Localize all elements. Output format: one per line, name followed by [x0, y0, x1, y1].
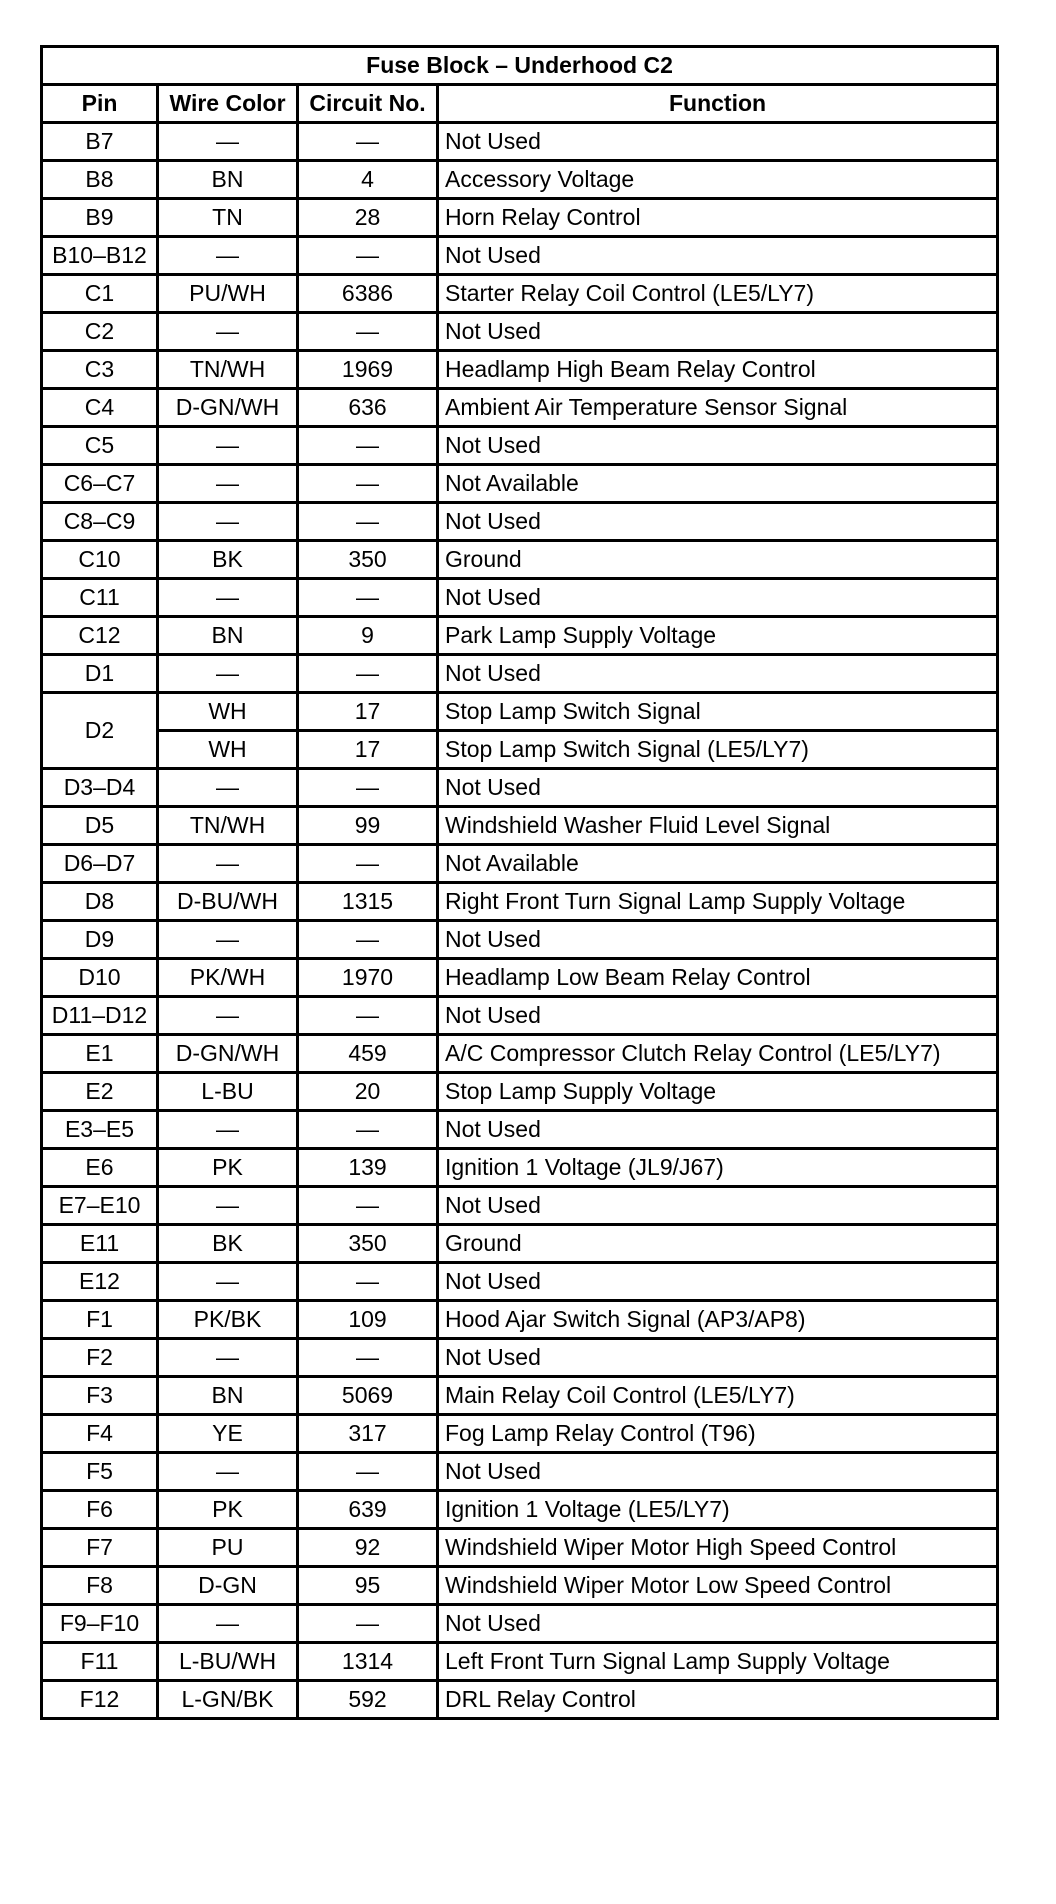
function-cell: Starter Relay Coil Control (LE5/LY7)	[438, 275, 998, 313]
pin-cell: B9	[42, 199, 158, 237]
table-row	[42, 465, 998, 503]
circuit-no-cell: 350	[298, 1225, 438, 1263]
table-row	[42, 1111, 998, 1149]
table-row	[42, 237, 998, 275]
wire-color-cell: PK/BK	[158, 1301, 298, 1339]
function-cell: Ignition 1 Voltage (LE5/LY7)	[438, 1491, 998, 1529]
function-cell: Not Used	[438, 1263, 998, 1301]
circuit-no-cell: —	[298, 579, 438, 617]
function-cell: Accessory Voltage	[438, 161, 998, 199]
wire-color-cell: —	[158, 427, 298, 465]
wire-color-cell: BN	[158, 161, 298, 199]
wire-color-cell: —	[158, 769, 298, 807]
pin-cell: E3–E5	[42, 1111, 158, 1149]
function-cell: Fog Lamp Relay Control (T96)	[438, 1415, 998, 1453]
function-cell: Horn Relay Control	[438, 199, 998, 237]
circuit-no-cell: 350	[298, 541, 438, 579]
function-cell: Not Used	[438, 123, 998, 161]
function-cell: Hood Ajar Switch Signal (AP3/AP8)	[438, 1301, 998, 1339]
circuit-no-cell: —	[298, 237, 438, 275]
function-cell: Stop Lamp Supply Voltage	[438, 1073, 998, 1111]
wire-color-cell: BK	[158, 1225, 298, 1263]
title-row	[42, 47, 998, 85]
pin-cell: D5	[42, 807, 158, 845]
wire-color-cell: —	[158, 1111, 298, 1149]
table-row	[42, 693, 998, 731]
function-cell: Not Used	[438, 1453, 998, 1491]
pin-cell: C1	[42, 275, 158, 313]
table-title: Fuse Block – Underhood C2	[42, 47, 998, 85]
function-cell: Not Used	[438, 237, 998, 275]
table-row	[42, 1301, 998, 1339]
table-row	[42, 1339, 998, 1377]
circuit-no-cell: 99	[298, 807, 438, 845]
function-cell: Not Used	[438, 1187, 998, 1225]
pin-cell: D6–D7	[42, 845, 158, 883]
circuit-no-cell: 17	[298, 693, 438, 731]
wire-color-cell: —	[158, 1263, 298, 1301]
pin-cell: E7–E10	[42, 1187, 158, 1225]
pin-cell: C4	[42, 389, 158, 427]
pin-cell: F2	[42, 1339, 158, 1377]
circuit-no-cell: —	[298, 1187, 438, 1225]
circuit-no-cell: 17	[298, 731, 438, 769]
function-cell: Not Used	[438, 769, 998, 807]
circuit-no-cell: 592	[298, 1681, 438, 1719]
circuit-no-cell: 20	[298, 1073, 438, 1111]
table-row	[42, 1073, 998, 1111]
wire-color-cell: —	[158, 313, 298, 351]
pin-cell: D2	[42, 693, 158, 769]
table-row	[42, 959, 998, 997]
circuit-no-cell: —	[298, 1263, 438, 1301]
table-row	[42, 997, 998, 1035]
function-cell: Right Front Turn Signal Lamp Supply Voltage	[438, 883, 998, 921]
circuit-no-cell: 92	[298, 1529, 438, 1567]
function-cell: Not Used	[438, 503, 998, 541]
wire-color-cell: —	[158, 655, 298, 693]
circuit-no-cell: 109	[298, 1301, 438, 1339]
circuit-no-cell: —	[298, 769, 438, 807]
table-row	[42, 1605, 998, 1643]
wire-color-cell: L-GN/BK	[158, 1681, 298, 1719]
circuit-no-cell: 1315	[298, 883, 438, 921]
function-cell: Ground	[438, 1225, 998, 1263]
wire-color-cell: D-GN/WH	[158, 389, 298, 427]
pin-cell: B7	[42, 123, 158, 161]
function-cell: DRL Relay Control	[438, 1681, 998, 1719]
header-circuit-no: Circuit No.	[298, 85, 438, 123]
table-row	[42, 1225, 998, 1263]
wire-color-cell: —	[158, 1187, 298, 1225]
circuit-no-cell: 1969	[298, 351, 438, 389]
pin-cell: F9–F10	[42, 1605, 158, 1643]
header-function: Function	[438, 85, 998, 123]
wire-color-cell: BN	[158, 1377, 298, 1415]
wire-color-cell: —	[158, 123, 298, 161]
wire-color-cell: YE	[158, 1415, 298, 1453]
wire-color-cell: PK	[158, 1491, 298, 1529]
function-cell: Headlamp Low Beam Relay Control	[438, 959, 998, 997]
table-row	[42, 351, 998, 389]
function-cell: Ambient Air Temperature Sensor Signal	[438, 389, 998, 427]
pin-cell: B8	[42, 161, 158, 199]
wire-color-cell: D-BU/WH	[158, 883, 298, 921]
table-row	[42, 275, 998, 313]
function-cell: Not Used	[438, 1111, 998, 1149]
circuit-no-cell: 317	[298, 1415, 438, 1453]
circuit-no-cell: —	[298, 655, 438, 693]
table-row	[42, 503, 998, 541]
wire-color-cell: TN/WH	[158, 351, 298, 389]
pin-cell: D10	[42, 959, 158, 997]
wire-color-cell: PK/WH	[158, 959, 298, 997]
table-row	[42, 1643, 998, 1681]
function-cell: A/C Compressor Clutch Relay Control (LE5/LY7)	[438, 1035, 998, 1073]
pin-cell: C6–C7	[42, 465, 158, 503]
circuit-no-cell: —	[298, 1605, 438, 1643]
function-cell: Windshield Washer Fluid Level Signal	[438, 807, 998, 845]
pin-cell: F4	[42, 1415, 158, 1453]
circuit-no-cell: —	[298, 427, 438, 465]
pin-cell: C11	[42, 579, 158, 617]
header-pin: Pin	[42, 85, 158, 123]
table-row	[42, 1453, 998, 1491]
circuit-no-cell: 1314	[298, 1643, 438, 1681]
table-row	[42, 1681, 998, 1719]
function-cell: Not Available	[438, 465, 998, 503]
circuit-no-cell: 1970	[298, 959, 438, 997]
circuit-no-cell: —	[298, 503, 438, 541]
table-row	[42, 921, 998, 959]
function-cell: Not Used	[438, 1339, 998, 1377]
pin-cell: B10–B12	[42, 237, 158, 275]
table-row	[42, 1187, 998, 1225]
table-row	[42, 1491, 998, 1529]
circuit-no-cell: —	[298, 997, 438, 1035]
header-row	[42, 85, 998, 123]
function-cell: Windshield Wiper Motor Low Speed Control	[438, 1567, 998, 1605]
table-row	[42, 731, 998, 769]
table-row	[42, 617, 998, 655]
table-row	[42, 1567, 998, 1605]
circuit-no-cell: 95	[298, 1567, 438, 1605]
wire-color-cell: PK	[158, 1149, 298, 1187]
wire-color-cell: L-BU	[158, 1073, 298, 1111]
function-cell: Not Used	[438, 313, 998, 351]
table-row	[42, 123, 998, 161]
circuit-no-cell: 5069	[298, 1377, 438, 1415]
function-cell: Park Lamp Supply Voltage	[438, 617, 998, 655]
table-row	[42, 427, 998, 465]
pin-cell: D9	[42, 921, 158, 959]
table-row	[42, 769, 998, 807]
wire-color-cell: WH	[158, 731, 298, 769]
wire-color-cell: TN	[158, 199, 298, 237]
pin-cell: C3	[42, 351, 158, 389]
pin-cell: D1	[42, 655, 158, 693]
table-row	[42, 1263, 998, 1301]
wire-color-cell: —	[158, 465, 298, 503]
table-row	[42, 883, 998, 921]
table-row	[42, 1035, 998, 1073]
circuit-no-cell: —	[298, 123, 438, 161]
wire-color-cell: —	[158, 1339, 298, 1377]
pin-cell: F12	[42, 1681, 158, 1719]
pin-cell: E6	[42, 1149, 158, 1187]
function-cell: Main Relay Coil Control (LE5/LY7)	[438, 1377, 998, 1415]
pin-cell: C12	[42, 617, 158, 655]
circuit-no-cell: 4	[298, 161, 438, 199]
circuit-no-cell: 28	[298, 199, 438, 237]
circuit-no-cell: —	[298, 1453, 438, 1491]
wire-color-cell: D-GN	[158, 1567, 298, 1605]
circuit-no-cell: —	[298, 1111, 438, 1149]
pin-cell: F11	[42, 1643, 158, 1681]
table-row	[42, 1149, 998, 1187]
wire-color-cell: —	[158, 579, 298, 617]
wire-color-cell: PU	[158, 1529, 298, 1567]
wire-color-cell: TN/WH	[158, 807, 298, 845]
table-row	[42, 199, 998, 237]
pin-cell: C5	[42, 427, 158, 465]
function-cell: Stop Lamp Switch Signal (LE5/LY7)	[438, 731, 998, 769]
table-row	[42, 1377, 998, 1415]
pin-cell: E12	[42, 1263, 158, 1301]
function-cell: Left Front Turn Signal Lamp Supply Voltage	[438, 1643, 998, 1681]
circuit-no-cell: —	[298, 313, 438, 351]
table-row	[42, 389, 998, 427]
wire-color-cell: —	[158, 503, 298, 541]
fuse-block-table	[40, 45, 999, 1720]
wire-color-cell: —	[158, 921, 298, 959]
table-row	[42, 313, 998, 351]
pin-cell: C2	[42, 313, 158, 351]
pin-cell: E2	[42, 1073, 158, 1111]
circuit-no-cell: —	[298, 1339, 438, 1377]
function-cell: Not Used	[438, 921, 998, 959]
pin-cell: C8–C9	[42, 503, 158, 541]
table-row	[42, 845, 998, 883]
pin-cell: D8	[42, 883, 158, 921]
function-cell: Windshield Wiper Motor High Speed Control	[438, 1529, 998, 1567]
wire-color-cell: BN	[158, 617, 298, 655]
table-row	[42, 1415, 998, 1453]
function-cell: Not Used	[438, 997, 998, 1035]
circuit-no-cell: —	[298, 921, 438, 959]
table-row	[42, 541, 998, 579]
wire-color-cell: —	[158, 997, 298, 1035]
pin-cell: F5	[42, 1453, 158, 1491]
header-wire-color: Wire Color	[158, 85, 298, 123]
table-body	[42, 123, 998, 1719]
table-row	[42, 1529, 998, 1567]
wire-color-cell: D-GN/WH	[158, 1035, 298, 1073]
function-cell: Not Used	[438, 427, 998, 465]
pin-cell: F3	[42, 1377, 158, 1415]
circuit-no-cell: 459	[298, 1035, 438, 1073]
circuit-no-cell: 636	[298, 389, 438, 427]
function-cell: Not Used	[438, 579, 998, 617]
function-cell: Not Used	[438, 655, 998, 693]
wire-color-cell: WH	[158, 693, 298, 731]
pin-cell: F6	[42, 1491, 158, 1529]
pin-cell: F7	[42, 1529, 158, 1567]
circuit-no-cell: 6386	[298, 275, 438, 313]
wire-color-cell: BK	[158, 541, 298, 579]
pin-cell: F1	[42, 1301, 158, 1339]
wire-color-cell: PU/WH	[158, 275, 298, 313]
circuit-no-cell: 9	[298, 617, 438, 655]
function-cell: Not Available	[438, 845, 998, 883]
pin-cell: E1	[42, 1035, 158, 1073]
table-row	[42, 655, 998, 693]
pin-cell: E11	[42, 1225, 158, 1263]
pin-cell: D3–D4	[42, 769, 158, 807]
wire-color-cell: —	[158, 1605, 298, 1643]
circuit-no-cell: 139	[298, 1149, 438, 1187]
wire-color-cell: —	[158, 845, 298, 883]
function-cell: Ignition 1 Voltage (JL9/J67)	[438, 1149, 998, 1187]
table-row	[42, 807, 998, 845]
table-row	[42, 579, 998, 617]
wire-color-cell: L-BU/WH	[158, 1643, 298, 1681]
function-cell: Headlamp High Beam Relay Control	[438, 351, 998, 389]
pin-cell: C10	[42, 541, 158, 579]
wire-color-cell: —	[158, 237, 298, 275]
pin-cell: F8	[42, 1567, 158, 1605]
pin-cell: D11–D12	[42, 997, 158, 1035]
circuit-no-cell: —	[298, 845, 438, 883]
wire-color-cell: —	[158, 1453, 298, 1491]
circuit-no-cell: 639	[298, 1491, 438, 1529]
table-row	[42, 161, 998, 199]
function-cell: Stop Lamp Switch Signal	[438, 693, 998, 731]
function-cell: Not Used	[438, 1605, 998, 1643]
function-cell: Ground	[438, 541, 998, 579]
circuit-no-cell: —	[298, 465, 438, 503]
